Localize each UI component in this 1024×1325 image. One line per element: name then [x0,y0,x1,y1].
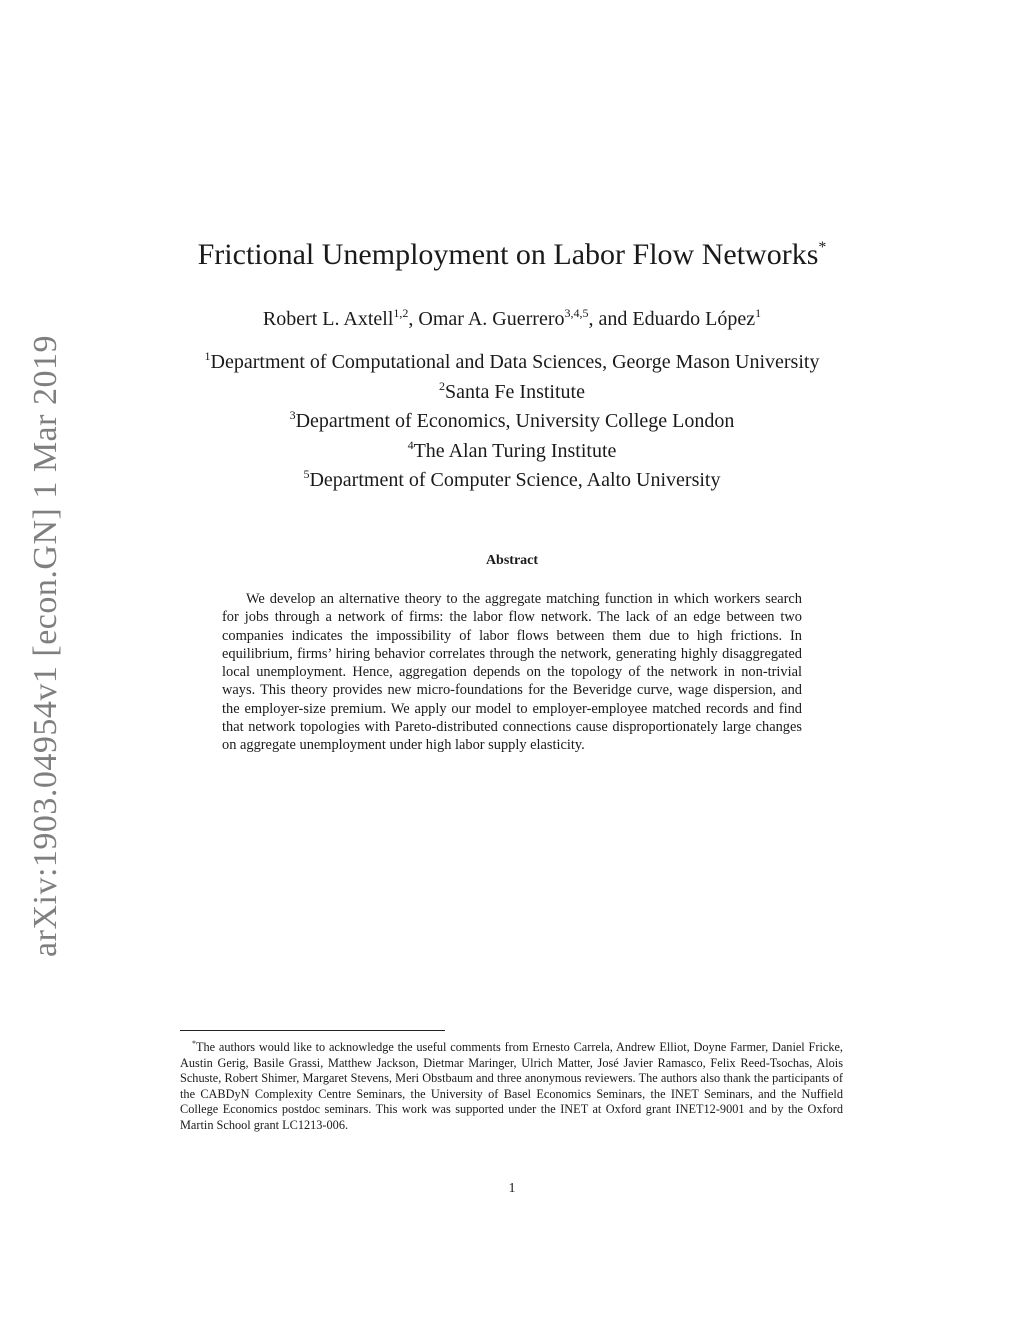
footnote-text: The authors would like to acknowledge the useful comments from Ernesto Carrela, Andrew Elliot, Doyne Farmer, Daniel Fricke, Austin Gerig, Basile Grassi, Matthew Jackson, Dietmar Maringer, Ulrich Matter, José Javier Ramasco, Felix Reed-Tsochas, Alois Schuste, Robert Shimer, Margaret Stevens, Meri Obstbaum and three anonymous reviewers. The authors also thank the participants of the CABDyN Complexity Centre Seminars, the University of Basel Economics Seminars, the INET Seminars, and the Nuffield College Economics postdoc seminars. This work was supported under the INET at Oxford grant INET12-9001 and by the Oxford Martin School grant LC1213-006. [180,1040,843,1132]
page-number: 1 [508,1181,516,1196]
affiliation-number: 2 [439,378,445,393]
affiliation-number: 1 [204,349,211,363]
author-name: Robert L. Axtell [262,308,394,330]
affiliation-name: Santa Fe Institute [445,380,585,403]
author-list [0,306,1024,331]
affiliation-number: 3 [289,408,296,422]
affiliation-item [0,434,1024,464]
abstract-heading: Abstract [485,553,539,568]
affiliation-name: Department of Economics, University College London [295,410,735,432]
paper-title [0,238,1024,272]
author-separator: , and [588,308,633,330]
paper-title-text: Frictional Unemployment on Labor Flow Networks [197,238,819,271]
affiliation-item [0,463,1024,493]
affiliation-number: 5 [303,467,310,481]
title-footnote-mark[interactable]: * [818,239,827,256]
author-affiliation-mark: 3,4,5 [564,306,589,320]
affiliation-number: 4 [407,437,414,452]
affiliation-name: Department of Computer Science, Aalto University [309,469,721,491]
footnote-divider [180,1030,445,1031]
arxiv-identifier-stamp: arXiv:1903.04954v1 [econ.GN] 1 Mar 2019 [27,335,64,957]
abstract-text: We develop an alternative theory to the aggregate matching function in which workers search for jobs through a network of firms: the labor flow network. The lack of an edge between two companies indicates the impossibility of labor flows between them due to high frictions. In equilibrium, firms’ hiring behavior correlates through the network, generating highly disaggregated local unemployment. Hence, aggregation depends on the topology of the network in non-trivial ways. This theory provides new micro-foundations for the Beveridge curve, wage dispersion, and the employer-size premium. We apply our model to employer-employee matched records and find that network topologies with Pareto-distributed connections cause disproportionately large changes on aggregate unemployment under high labor supply elasticity. [222,591,802,754]
affiliation-list [0,345,1024,493]
affiliation-item [0,345,1024,375]
affiliation-name: The Alan Turing Institute [413,439,617,462]
author-separator: , [408,308,419,330]
author-name: Eduardo López [632,308,756,330]
affiliation-item [0,404,1024,434]
affiliation-item [0,375,1024,405]
affiliation-name: Department of Computational and Data Sciences, George Mason University [210,351,820,373]
author-affiliation-mark: 1 [755,306,762,320]
author-affiliation-mark: 1,2 [393,306,409,320]
acknowledgement-footnote [180,1036,843,1134]
author-name: Omar A. Guerrero [418,308,565,330]
footnote-mark: * [192,1039,196,1048]
